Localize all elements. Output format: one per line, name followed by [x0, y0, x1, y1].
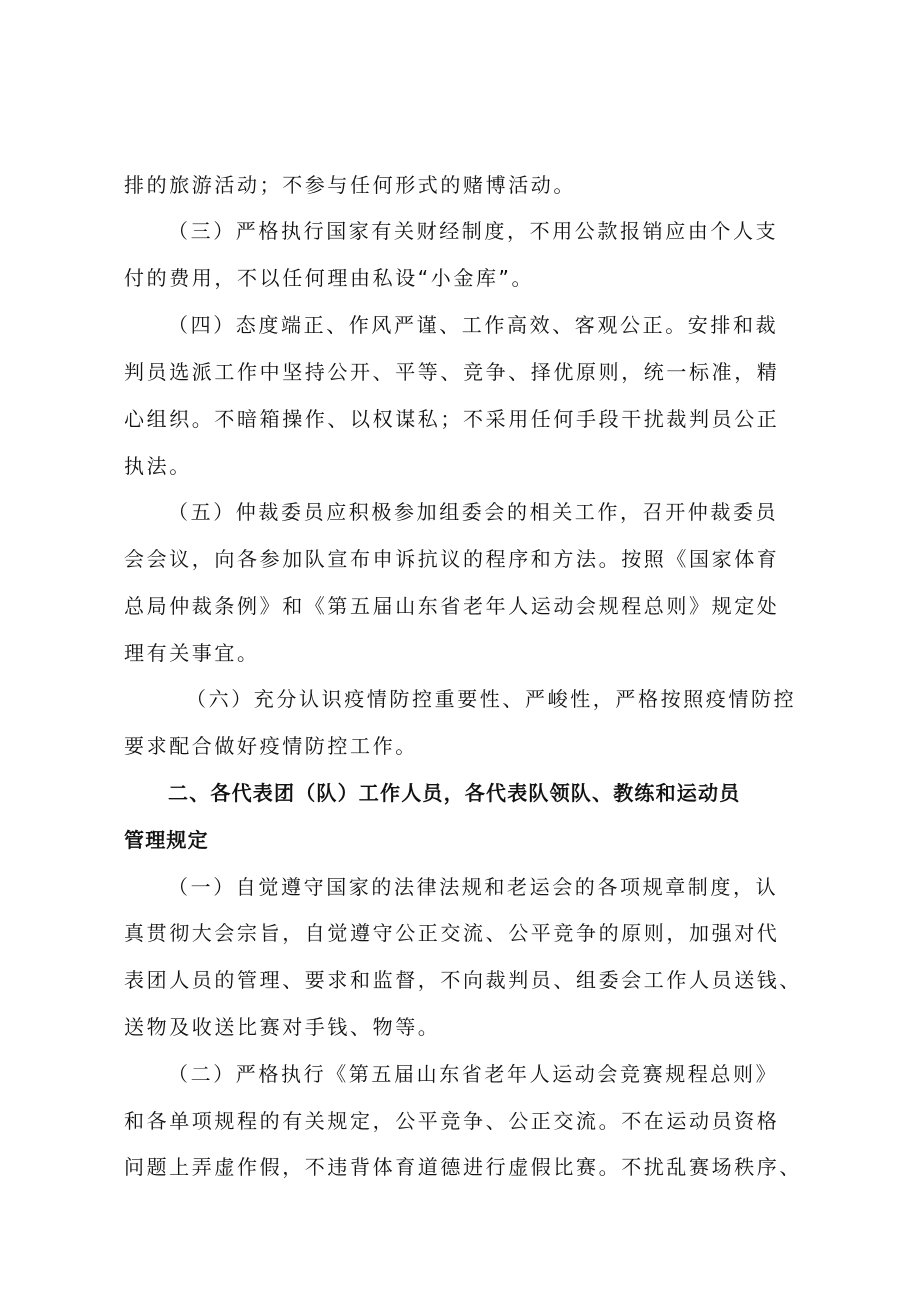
text-line: 判员选派工作中坚持公开、平等、竞争、择优原则，统一标准，精: [124, 360, 780, 384]
text-line: （一）自觉遵守国家的法律法规和老运会的各项规章制度，认: [168, 875, 779, 899]
section-heading: 二、各代表团（队）工作人员，各代表队领队、教练和运动员: [168, 781, 741, 805]
text-line: 真贯彻大会宗旨，自觉遵守公正交流、公平竞争的原则，加强对代: [124, 921, 780, 945]
text-line: （二）严格执行《第五届山东省老年人运动会竞赛规程总则》: [168, 1062, 779, 1086]
text-line: 心组织。不暗箱操作、以权谋私；不采用任何手段干扰裁判员公正: [124, 407, 780, 431]
text-line: 付的费用，不以任何理由私设“小金库”。: [124, 266, 535, 290]
text-line: （六）充分认识疫情防控重要性、严峻性，严格按照疫情防控: [186, 687, 797, 711]
text-line: 总局仲裁条例》和《第五届山东省老年人运动会规程总则》规定处: [124, 594, 780, 618]
text-line: 理有关事宜。: [124, 641, 260, 665]
text-line: 要求配合做好疫情防控工作。: [124, 734, 418, 758]
text-line: 和各单项规程的有关规定，公平竞争、公正交流。不在运动员资格: [124, 1109, 780, 1133]
text-line: （五）仲裁委员应积极参加组委会的相关工作，召开仲裁委员: [168, 500, 779, 524]
section-heading: 管理规定: [124, 828, 209, 852]
text-line: 排的旅游活动；不参与任何形式的赌博活动。: [124, 173, 576, 197]
text-line: 表团人员的管理、要求和监督，不向裁判员、组委会工作人员送钱、: [124, 968, 802, 992]
text-line: 问题上弄虚作假，不违背体育道德进行虚假比赛。不扰乱赛场秩序、: [124, 1155, 802, 1179]
text-line: 送物及收送比赛对手钱、物等。: [124, 1015, 441, 1039]
text-line: （四）态度端正、作风严谨、工作高效、客观公正。安排和裁: [168, 313, 779, 337]
text-line: 会会议，向各参加队宣布申诉抗议的程序和方法。按照《国家体育: [124, 547, 780, 571]
text-line: 执法。: [124, 454, 192, 478]
text-line: （三）严格执行国家有关财经制度，不用公款报销应由个人支: [168, 219, 779, 243]
